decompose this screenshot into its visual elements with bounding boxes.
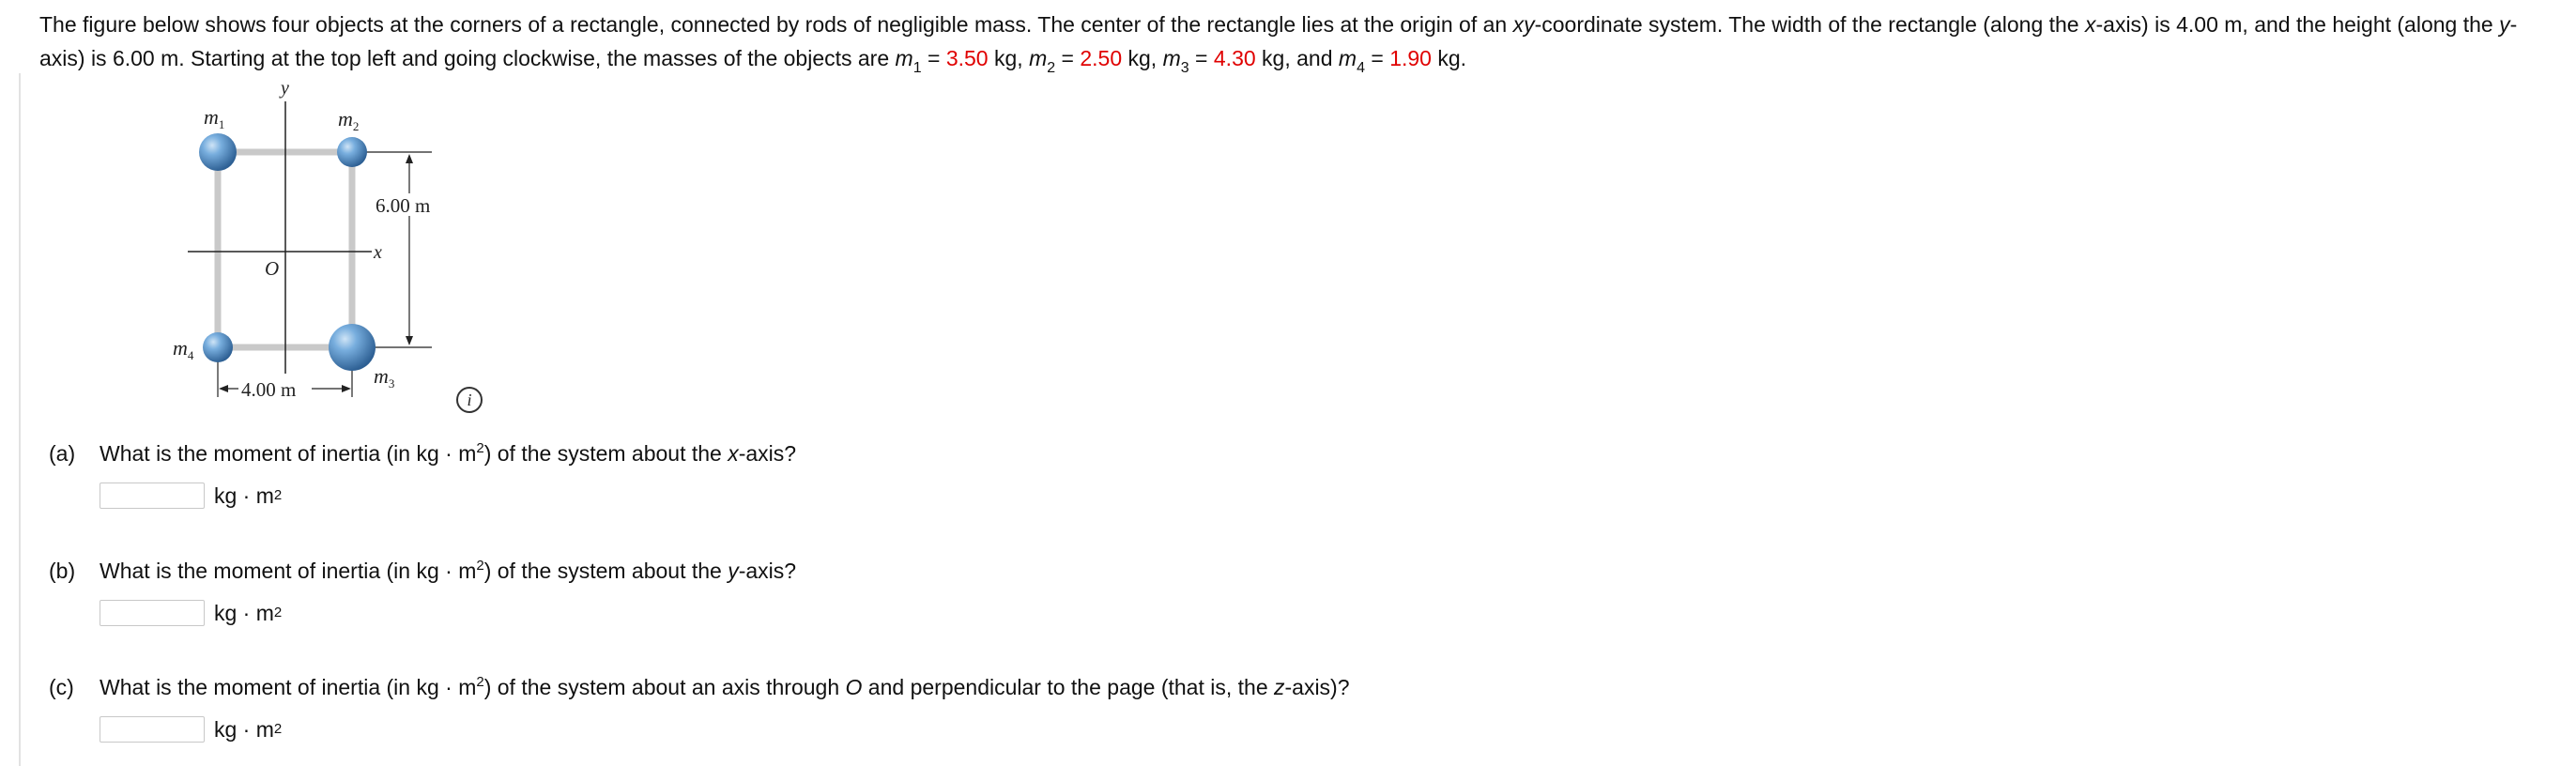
width-arrow-right <box>342 385 351 392</box>
question-text: -axis? <box>738 441 797 466</box>
mass-2-value: 2.50 <box>1080 46 1123 70</box>
mass-1-value: 3.50 <box>945 46 989 70</box>
mass-3-value: 4.30 <box>1213 46 1256 70</box>
problem-statement <box>39 8 2555 75</box>
height-arrow-down <box>406 336 413 345</box>
question-text: and perpendicular to the page (that is, the <box>862 675 1274 699</box>
question-text: What is the moment of inertia (in kg · m <box>100 441 477 466</box>
equals: = <box>1364 46 1390 70</box>
mass-2-ball <box>337 137 367 167</box>
equals: = <box>921 46 946 70</box>
question-text: ) of the system about the <box>483 559 728 583</box>
mass-symbol: m <box>1029 46 1048 70</box>
unit-text: kg. <box>1431 46 1467 70</box>
intro-y: y <box>2499 12 2510 37</box>
mass-4-value: 1.90 <box>1389 46 1432 70</box>
content-left-border <box>19 73 21 766</box>
answer-unit: kg · m <box>214 483 274 508</box>
question-text: What is the moment of inertia (in kg · m <box>100 675 477 699</box>
question-axis: z <box>1274 675 1285 699</box>
answer-unit: kg · m <box>214 716 274 742</box>
mass-symbol: m <box>1162 46 1181 70</box>
question-superscript: 2 <box>476 558 484 574</box>
width-arrow-left <box>219 385 228 392</box>
answer-row-c: kg · m 2 <box>100 714 282 744</box>
mass-subscript: 1 <box>912 60 922 76</box>
question-axis: y <box>728 559 739 583</box>
question-axis: x <box>728 441 739 466</box>
unit-text: kg, <box>988 46 1030 70</box>
question-superscript: 2 <box>476 440 484 456</box>
answer-unit: kg · m <box>214 600 274 625</box>
unit-text: kg, and <box>1255 46 1339 70</box>
question-b <box>49 557 796 585</box>
answer-row-b: kg · m 2 <box>100 598 282 628</box>
equals: = <box>1055 46 1081 70</box>
question-superscript: 2 <box>476 674 484 690</box>
question-text: -axis)? <box>1284 675 1350 699</box>
intro-x: x <box>2085 12 2096 37</box>
height-arrow-up <box>406 154 413 163</box>
intro-xy: xy <box>1512 12 1535 37</box>
intro-text: -axis) is 6.00 m. Starting at the top left and going clockwise, the masses of the objects are <box>39 12 2518 70</box>
mass-3-ball <box>329 324 376 371</box>
unit-text: kg, <box>1122 46 1163 70</box>
height-label: 6.00 m <box>376 194 431 217</box>
equals: = <box>1188 46 1214 70</box>
mass-subscript: 4 <box>1357 60 1365 76</box>
mass-3-label: $m_3$ <box>374 364 395 391</box>
question-letter: (c) <box>49 675 74 699</box>
intro-text: -coordinate system. The width of the rectangle (along the <box>1534 12 2085 37</box>
answer-input-b[interactable] <box>100 600 205 626</box>
question-text: ) of the system about the <box>483 441 728 466</box>
answer-input-a[interactable] <box>100 483 205 509</box>
answer-input-c[interactable] <box>100 716 205 743</box>
question-letter: (b) <box>49 559 76 583</box>
mass-1-label: $m_1$ <box>204 105 225 131</box>
rectangle-masses-figure <box>160 73 498 421</box>
mass-subscript: 2 <box>1047 60 1056 76</box>
mass-4-ball <box>203 332 233 362</box>
mass-symbol: m <box>895 46 913 70</box>
mass-2-label: $m_2$ <box>338 107 360 133</box>
question-text: What is the moment of inertia (in kg · m <box>100 559 477 583</box>
mass-subscript: 3 <box>1180 60 1189 76</box>
x-axis-label: x <box>374 242 382 263</box>
intro-text: -axis) is 4.00 m, and the height (along the <box>2095 12 2500 37</box>
mass-4-label: $m_4$ <box>173 336 194 362</box>
mass-1-ball <box>199 133 237 171</box>
question-text: -axis? <box>738 559 797 583</box>
answer-row-a: kg · m 2 <box>100 481 282 511</box>
intro-text: The figure below shows four objects at the corners of a rectangle, connected by rods of negligible mass. The center of the rectangle lies at the origin of an <box>39 12 1513 37</box>
width-label: 4.00 m <box>241 378 297 401</box>
question-a <box>49 439 796 467</box>
question-c <box>49 673 1350 701</box>
question-letter: (a) <box>49 441 76 466</box>
question-axis: O <box>845 675 863 699</box>
y-axis-label: y <box>281 78 289 99</box>
info-icon[interactable]: i <box>456 387 483 413</box>
mass-symbol: m <box>1338 46 1357 70</box>
origin-label: O <box>265 257 280 280</box>
question-text: ) of the system about an axis through <box>483 675 846 699</box>
